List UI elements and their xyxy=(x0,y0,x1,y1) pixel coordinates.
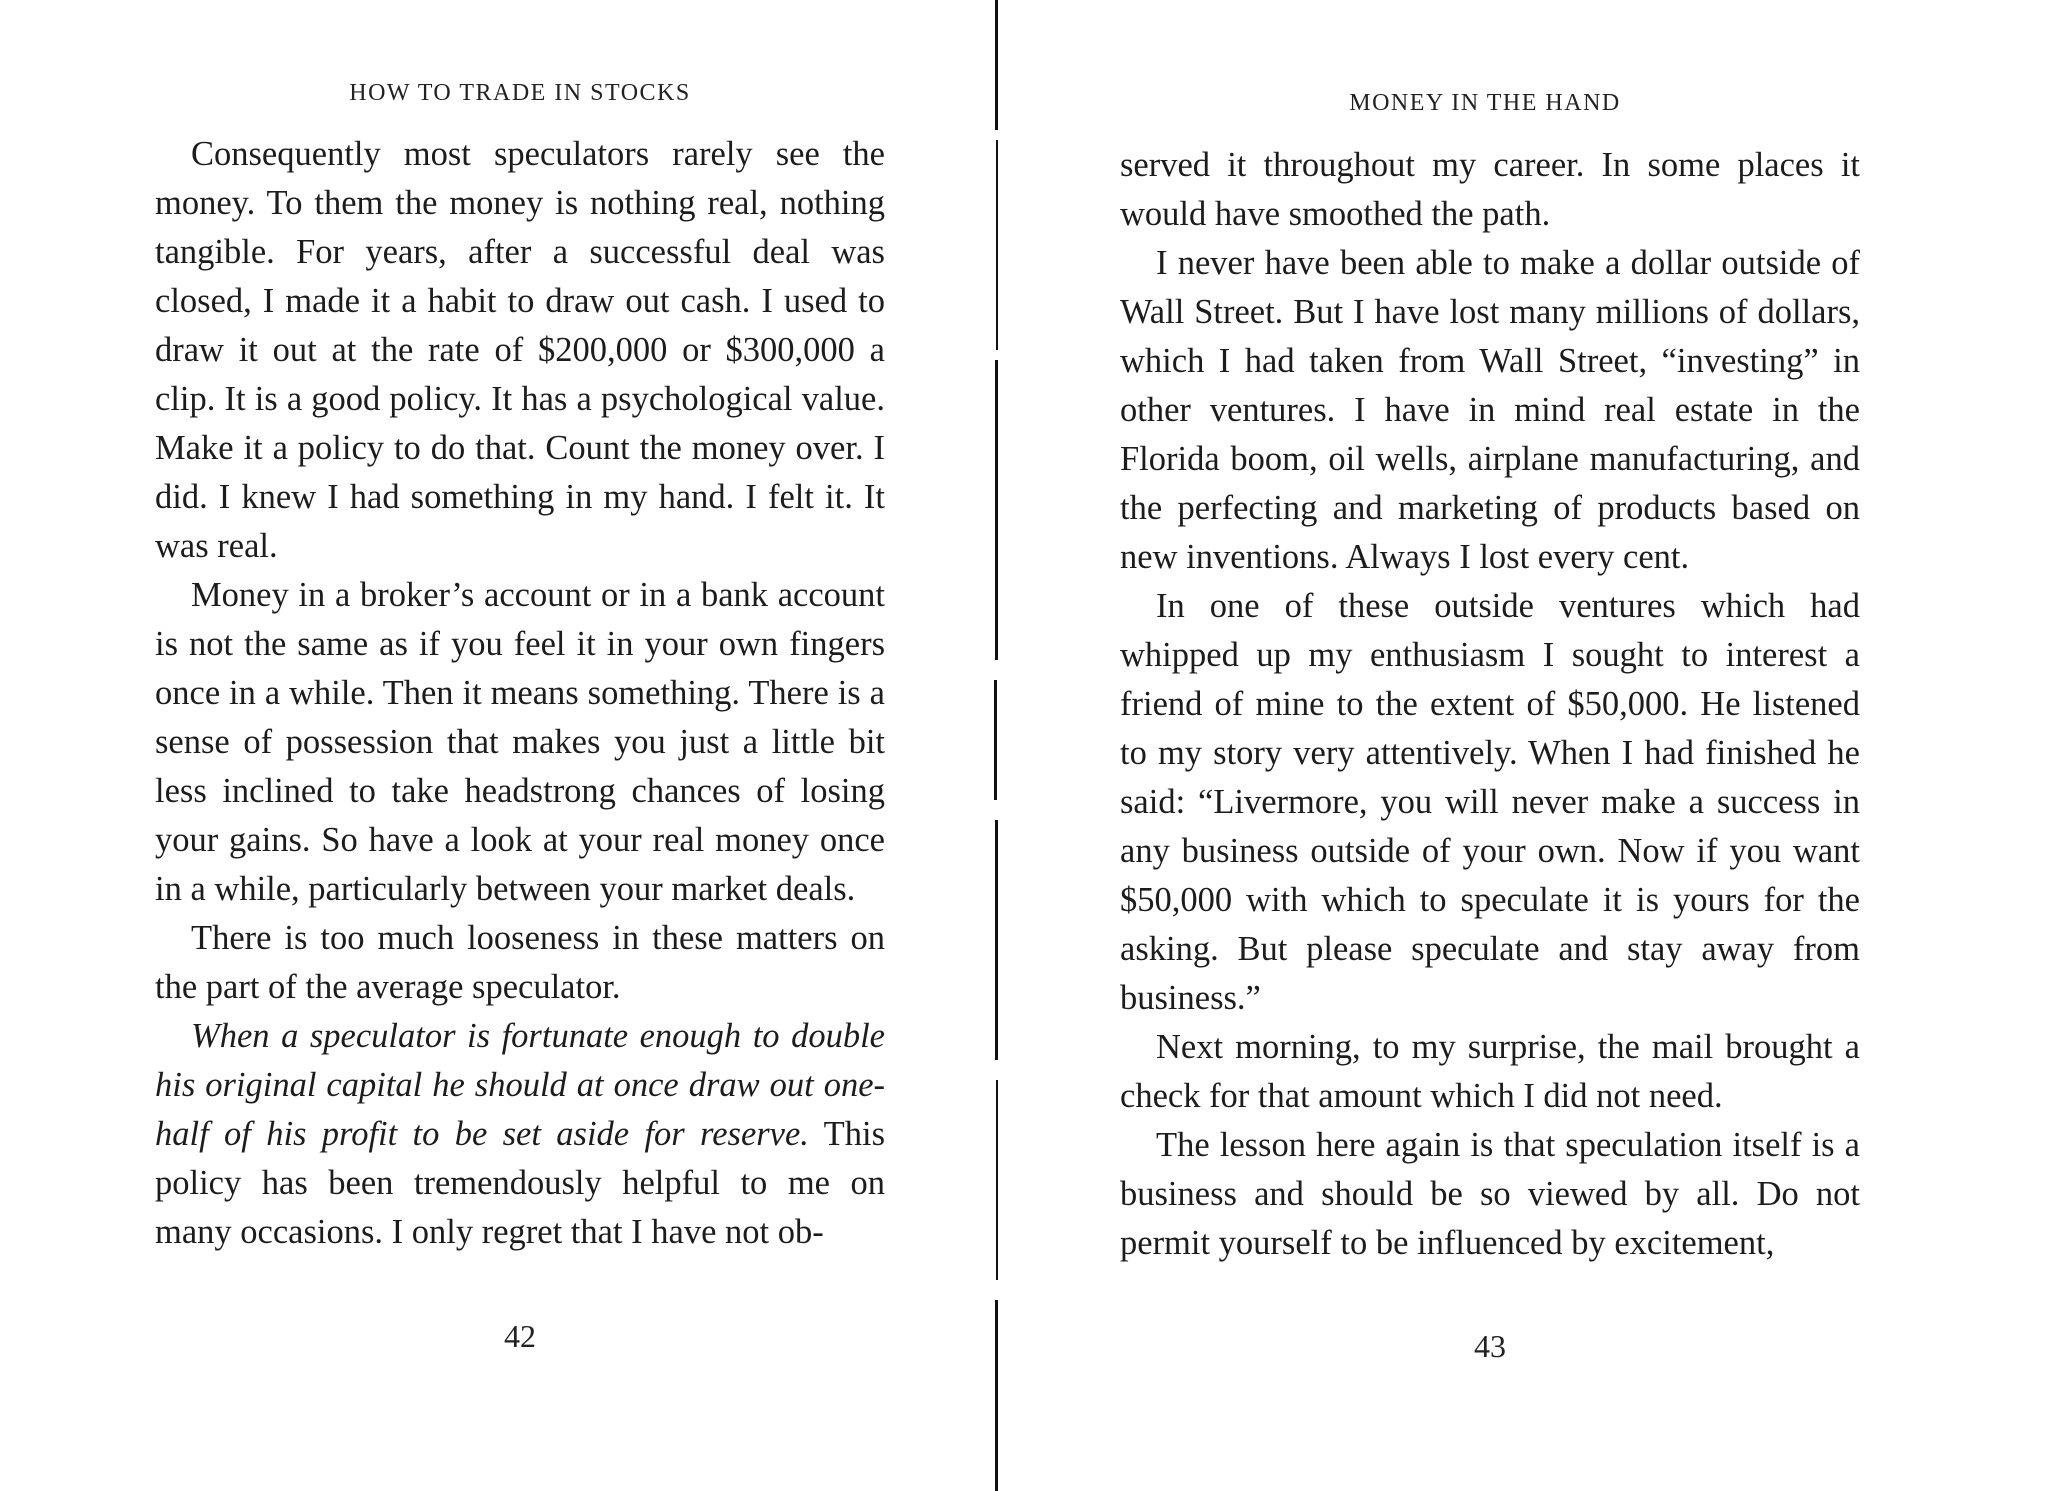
right-page-body xyxy=(1120,141,1860,1268)
paragraph: There is too much looseness in these matters on the part of the average speculator. xyxy=(155,919,885,1006)
left-page xyxy=(0,0,990,1491)
right-page xyxy=(1000,0,2048,1491)
paragraph-italic-advice xyxy=(155,1012,885,1257)
page-number-right: 43 xyxy=(1474,1328,1506,1364)
paragraph: Money in a broker’s account or in a bank account is not the same as if you feel it in your own fingers once in a while. Then it means something. There is a sense of possession that makes you just a little bit less inclined to take headstrong chances of losing your gains. So have a look at your real money once in a while, particularly between your market deals. xyxy=(155,576,885,908)
paragraph-continuation: This policy has been tremendously helpful to me on many occasions. I only regret that I have not ob- xyxy=(155,1115,885,1251)
gutter-fold xyxy=(993,0,999,1491)
paragraph: In one of these outside ventures which had whipped up my enthusiasm I sought to interest a friend of mine to the extent of $50,000. He listened to my story very attentively. When I had finished he said: “Livermore, you will never make a success in any business outside of your own. Now if you want $50,000 with which to speculate it is yours for the asking. But please speculate and stay away from business.” xyxy=(1120,587,1860,1017)
paragraph: Consequently most speculators rarely see the money. To them the money is nothing real, nothing tangible. For years, after a successful deal was closed, I made it a habit to draw out cash. I used to draw it out at the rate of $200,000 or $300,000 a clip. It is a good policy. It has a psychological value. Make it a policy to do that. Count the money over. I did. I knew I had something in my hand. I felt it. It was real. xyxy=(155,135,885,565)
page-number-left: 42 xyxy=(504,1318,536,1354)
paragraph: served it throughout my career. In some places it would have smoothed the path. xyxy=(1120,146,1860,233)
paragraph: I never have been able to make a dollar outside of Wall Street. But I have lost many millions of dollars, which I had taken from Wall Street, “investing” in other ventures. I have in mind real estate in the Florida boom, oil wells, airplane manufacturing, and the perfecting and marketing of products based on new inventions. Always I lost every cent. xyxy=(1120,244,1860,576)
paragraph: Next morning, to my surprise, the mail brought a check for that amount which I did not need. xyxy=(1120,1028,1860,1115)
italic-advice: When a speculator is fortunate enough to double his original capital he should at once draw out one-half of his profit to be set aside for reserve. xyxy=(155,1017,885,1153)
running-head-right: MONEY IN THE HAND xyxy=(1349,90,1621,116)
running-head-left: HOW TO TRADE IN STOCKS xyxy=(349,80,691,106)
left-page-body xyxy=(155,130,885,1257)
paragraph: The lesson here again is that speculation itself is a business and should be so viewed by all. Do not permit yourself to be influenced by excitement, xyxy=(1120,1126,1860,1262)
